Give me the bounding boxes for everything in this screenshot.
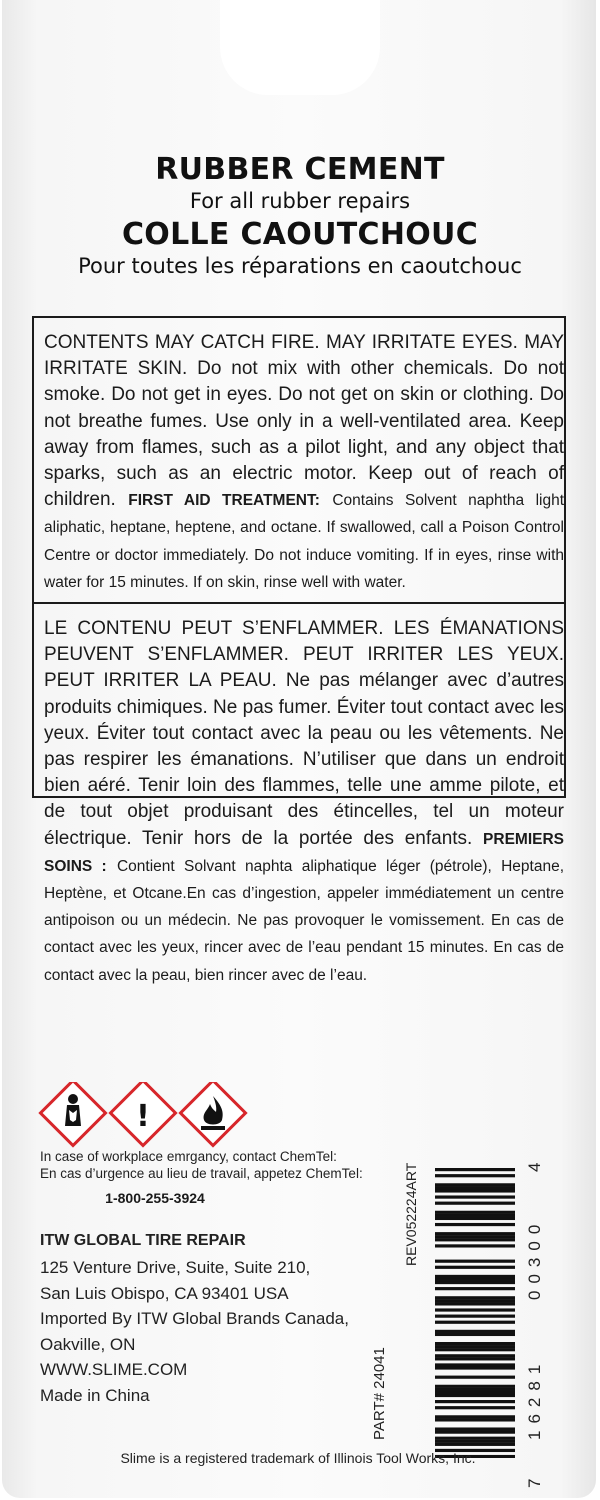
barcode-bar [435,1287,515,1290]
hang-hole [220,0,380,95]
barcode-bar [435,1217,515,1220]
warning-box [32,316,566,984]
barcode-bar [435,1348,515,1351]
first-aid-text-fr: Contient Solvant naphta aliphatique léger (pétrole), Heptane, Heptène, et Otcane.En cas d’ingestion, appeler immédiatement un centre antipoison ou un médecin. Ne pas provoquer le vomissement. En cas de contact avec les yeux, rincer avec de l’eau pendant 15 minutes. En cas de contact avec la peau, bien rincer avec de l’eau. [44,857,565,984]
barcode-bar [435,1394,515,1397]
barcode-bar [435,1186,515,1189]
barcode-bar [435,1202,515,1205]
warning-en [44,330,564,596]
barcode-bar [435,1333,515,1336]
barcode-bar [435,1321,515,1324]
first-aid-text-en: Contains Solvent naphtha light aliphatic, heptane, heptene, and octane. If swallowed, call a Poison Control Centre or doctor immediately. Do not induce vomiting. If in eyes, rinse with water for 15 minutes. If on skin, rinse well with water. [44,492,564,591]
barcode-bar [435,1363,515,1366]
title-block [0,152,600,279]
barcode-bar [435,1302,515,1305]
barcode-bar [435,1278,515,1281]
barcode-bar [435,1244,515,1247]
warning-divider [32,602,566,604]
ghs-pictograms [36,1082,268,1148]
barcode-bar [435,1418,515,1421]
barcode-bar [435,1211,515,1214]
barcode [435,1150,547,1490]
barcode-bar [435,1238,515,1241]
revision-code: REV052224ART [403,1162,419,1266]
barcode-bar [435,1315,515,1318]
barcode-bar [435,1174,515,1177]
barcode-bar [435,1214,515,1217]
address-line: 125 Venture Drive, Suite, Suite 210, [40,1258,311,1277]
barcode-bar [435,1296,515,1299]
exclamation-mark-icon [110,1082,175,1146]
barcode-bar [435,1400,515,1403]
barcode-bar [435,1189,515,1192]
part-number: PART# 24041 [371,1347,388,1440]
barcode-bar [435,1345,515,1348]
title-fr: COLLE CAOUTCHOUC [121,217,479,252]
health-hazard-icon [40,1082,105,1146]
origin: Made in China [40,1385,150,1405]
barcode-bar [435,1427,515,1430]
barcode-bar [435,1406,515,1409]
warning-fr [44,616,564,989]
barcode-check-digit: 4 [525,1162,544,1172]
barcode-bar [435,1308,515,1311]
barcode-bar [435,1388,515,1391]
barcode-bar [435,1415,515,1418]
flame-icon [180,1082,245,1146]
barcode-bar [435,1443,515,1446]
barcode-bar [435,1235,515,1238]
barcode-bar [435,1431,515,1434]
subtitle-en: For all rubber repairs [189,189,411,213]
barcode-bar [435,1437,515,1440]
website: WWW.SLIME.COM [40,1360,188,1380]
title-en: RUBBER CEMENT [155,152,445,187]
barcode-bar [435,1232,515,1235]
svg-text:!: ! [136,1099,150,1134]
barcode-bar [435,1260,515,1263]
barcode-bar [435,1168,515,1171]
warning-fr-text: LE CONTENU PEUT S’ENFLAMMER. LES ÉMANATIONS PEUVENT S’ENFLAMMER. PEUT IRRITER LES YEUX. PEUT IRRITER LA PEAU. Ne pas mélanger avec d’autres produits chimiques. Ne pas fumer. Éviter tout contact avec les yeux. Éviter tout contact avec la peau ou les vêtements. Ne pas respirer les émanations. N’utiliser que dans un endroit bien aéré. Tenir loin des flammes, telle une amme pilote, et de tout objet produisant des étincelles, tel un moteur électrique. Tenir hors de la portée des enfants. [44,618,564,849]
address-line: San Luis Obispo, CA 93401 USA [40,1283,289,1303]
barcode-bar [435,1376,515,1379]
address-line: Imported By ITW Global Brands Canada, [40,1309,349,1329]
barcode-bar [435,1342,515,1345]
barcode-bar [435,1266,515,1269]
barcode-bar [435,1223,515,1226]
barcode-bar [435,1391,515,1394]
barcode-bar [435,1299,515,1302]
barcode-bars [435,1168,515,1458]
contact-info [40,1148,370,1409]
barcode-bar [435,1281,515,1284]
barcode-bar [435,1195,515,1198]
company-name: ITW GLOBAL TIRE REPAIR [40,1232,246,1249]
barcode-bar [435,1275,515,1278]
first-aid-label-en: FIRST AID TREATMENT: [128,492,320,510]
barcode-bar [435,1357,515,1360]
barcode-bar [435,1385,515,1388]
address-line: Oakville, ON [40,1334,136,1354]
subtitle-fr: Pour toutes les réparations en caoutchouc [78,254,522,278]
trademark-footer: Slime is a registered trademark of Illinois Tool Works, Inc. [120,1450,476,1466]
barcode-right-group: 00300 [525,1217,544,1300]
emergency-phone: 1-800-255-3924 [105,1190,205,1206]
barcode-bar [435,1354,515,1357]
barcode-lead-digit: 7 [525,1478,544,1488]
emergency-en: In case of workplace emrgancy, contact ChemTel: [40,1149,337,1164]
barcode-left-group: 16281 [525,1357,544,1440]
first-aid-label-fr: PREMIERS SOINS : [44,830,565,875]
warning-en-text: CONTENTS MAY CATCH FIRE. MAY IRRITATE EYES. MAY IRRITATE SKIN. Do not mix with other chemicals. Do not smoke. Do not get in eyes. Do not get on skin or clothing. Do not breathe fumes. Use only in a well-ventilated area. Keep away from flames, such as a pilot light, and any object that sparks, such as an electric motor. Keep out of reach of children. [44,332,564,511]
emergency-fr: En cas d’urgence au lieu de travail, appetez ChemTel: [40,1166,363,1181]
barcode-bar [435,1183,515,1186]
barcode-bar [435,1366,515,1369]
company-address [40,1255,370,1409]
barcode-bar [435,1330,515,1333]
barcode-bar [435,1440,515,1443]
